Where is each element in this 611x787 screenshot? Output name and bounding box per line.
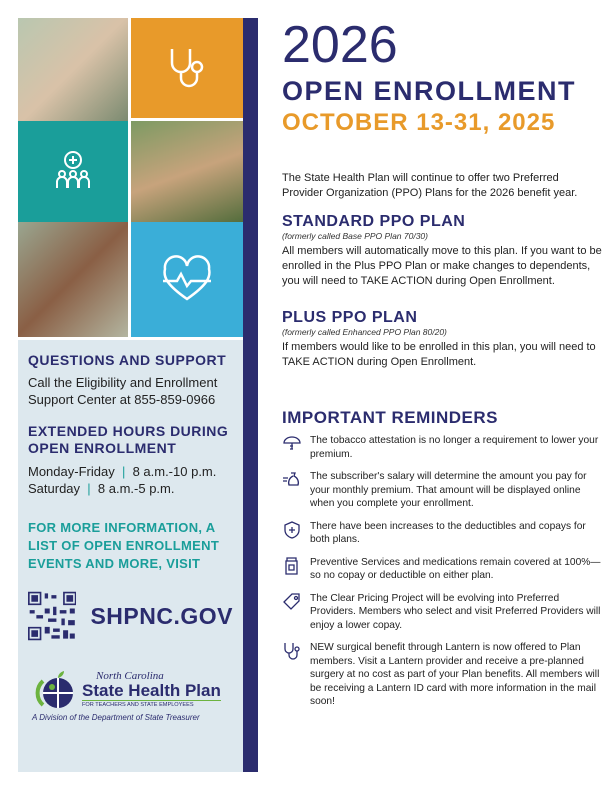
reminders-list (282, 434, 602, 709)
hours-title: EXTENDED HOURS DURING OPEN ENROLLMENT (28, 423, 229, 456)
page-title: OPEN ENROLLMENT (282, 76, 577, 106)
list-item: There have been increases to the deductibles and copays for both plans. (282, 520, 602, 547)
photo-family (131, 121, 243, 225)
price-tag-icon (282, 592, 302, 612)
plan-standard: STANDARD PPO PLAN (formerly called Base PPO Plan 70/30) All members will automatically move to this plan. If you want to be enrolled in the Plus PPO Plan or make changes to dependents, you will need to TAKE ACTION during Open Enrollment. (282, 213, 602, 287)
list-item: Preventive Services and medications remain covered at 100%—so no copay or deductible on either plan. (282, 556, 602, 583)
hours-row: Saturday | 8 a.m.-5 p.m. (28, 481, 175, 496)
hours-row: Monday-Friday | 8 a.m.-10 p.m. (28, 464, 217, 479)
year: 2026 (282, 16, 398, 74)
plan-plus: PLUS PPO PLAN (formerly called Enhanced PPO Plan 80/20) If members would like to be enrolled in this plan, you will need to TAKE ACTION during Open Enrollment. (282, 309, 596, 368)
family-care-icon (48, 148, 98, 198)
list-item: The Clear Pricing Project will be evolving into Preferred Providers. Members who select and visit Preferred Providers will enjoy a lower copay. (282, 592, 602, 633)
photo-friends (18, 222, 128, 337)
stethoscope-icon (282, 641, 302, 661)
division-text: A Division of the Department of State Treasurer (32, 713, 200, 722)
umbrella-dollar-icon (282, 434, 302, 454)
stethoscope-tile (131, 18, 243, 118)
money-bag-icon (282, 470, 302, 490)
shp-logo: North Carolina State Health Plan FOR TEACHERS AND STATE EMPLOYEES (34, 667, 233, 711)
heart-tile (131, 222, 243, 337)
medication-bottle-icon (282, 556, 302, 576)
heartbeat-icon (159, 255, 215, 305)
list-item: The tobacco attestation is no longer a requirement to lower your premium. (282, 434, 602, 461)
accent-bar (243, 18, 258, 772)
shield-cross-icon (282, 520, 302, 540)
support-text: Call the Eligibility and Enrollment Support Center at 855-859-0966 (28, 375, 218, 407)
enrollment-dates: OCTOBER 13-31, 2025 (282, 109, 556, 136)
main-content (282, 18, 602, 718)
photo-couple (18, 18, 128, 122)
qr-code[interactable] (28, 587, 76, 645)
website-link[interactable]: SHPNC.GOV (90, 602, 233, 629)
reminders-title: IMPORTANT REMINDERS (282, 408, 499, 427)
family-tile (18, 121, 128, 225)
apple-logo-icon (34, 667, 78, 711)
intro-text: The State Health Plan will continue to offer two Preferred Provider Organization (PPO) Plans for the 2026 benefit year. (282, 172, 578, 199)
support-title: QUESTIONS AND SUPPORT (28, 352, 227, 368)
more-info-text: FOR MORE INFORMATION, A LIST OF OPEN ENROLLMENT EVENTS AND MORE, VISIT (28, 520, 220, 571)
list-item: The subscriber's salary will determine the amount you pay for your monthly premium. That amount will be displayed online when you complete your enrollment. (282, 470, 602, 511)
stethoscope-icon (162, 43, 212, 93)
support-panel (18, 340, 243, 772)
list-item: NEW surgical benefit through Lantern is now offered to Plan members. Visit a Lantern provider and receive a pre-planned surgery at no cost as part of your Plan benefits. All members will be receiving a Lantern ID card with more information in the mail soon! (282, 641, 602, 709)
